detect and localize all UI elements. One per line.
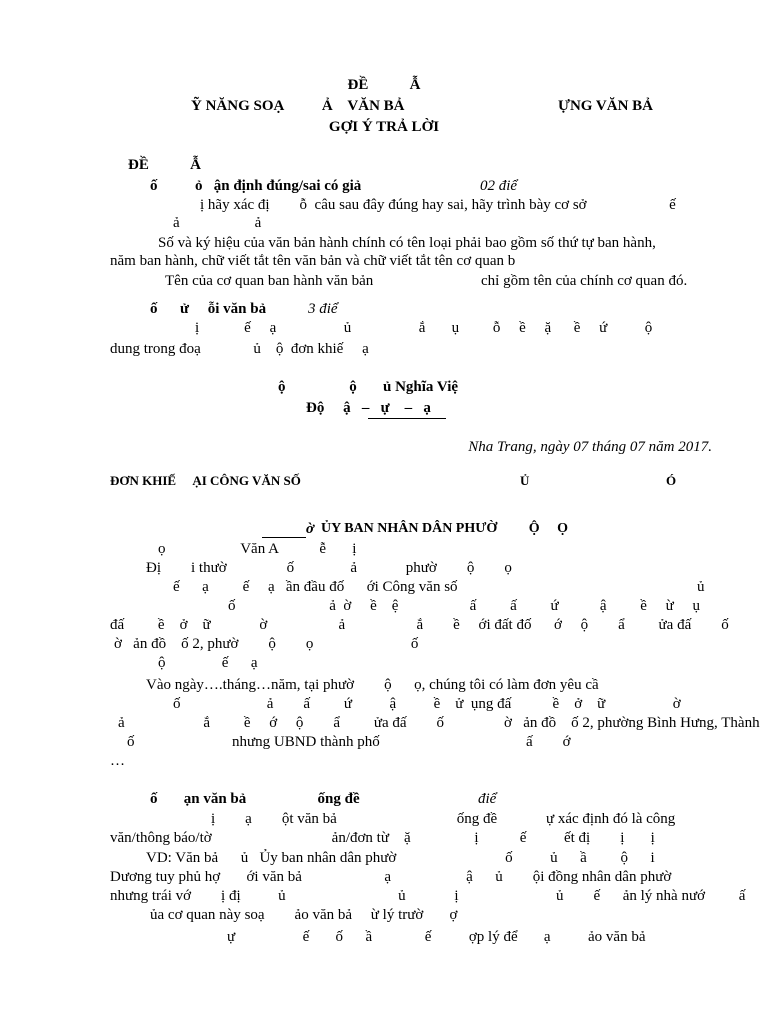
body-line: ế ạ ế ạ ần đầu đố ới Công văn số [173,579,458,595]
body-line: ờ ản đồ ố 2, phườ ộ ọ ố [114,636,419,652]
body-line: Vào ngày….tháng…năm, tại phườ ộ ọ, chúng tôi có làm đơn yêu cầ [146,677,599,693]
q3-points: điể [478,791,497,807]
body-line: ọ Văn A ễ ị [158,541,357,557]
nation-line-1: ộ ộ ủ Nghĩa Việ [278,379,459,395]
q3-heading: ố ạn văn bả ống đề [150,791,360,807]
recipient-underline [262,537,306,538]
q1-item-2-right: chỉ gồm tên của chính cơ quan đó. [481,273,688,289]
q1-instruction-2: ả ả [173,215,262,231]
nation-underline [368,418,446,419]
body-line: ố ả ờ ề ệ ấ ấ ứ ậ ề ừ ụ [228,598,701,614]
q3-line: nhưng trái vớ ị đị ủ ủ ị ủ ế ản lý nhà nướ ấ [110,888,746,904]
q2-points: 3 điể [308,301,338,317]
q1-item-1b: năm ban hành, chữ viết tắt tên văn bản và chữ viết tắt tên cơ quan b [110,253,516,269]
body-line: ố nhưng UBND thành phố ấ ớ [127,734,571,750]
q1-item-1a: Số và ký hiệu của văn bản hành chính có tên loại phải bao gồm số thứ tự ban hành, [158,235,656,251]
body-line: ố ả ấ ứ ậ ề ử ụng đấ ề ở ữ ờ [173,696,681,712]
q2-heading: ố ử ỗi văn bả [150,301,267,317]
q2-instruction-1: ị ế ạ ủ ắ ụ ỗ ề ặ ề ứ ộ [195,320,653,336]
body-line: ộ ế ạ [158,655,258,671]
title-line-3: GỢI Ý TRẢ LỜI [328,119,440,135]
q1-instruction-1: ị hãy xác đị ỗ câu sau đây đúng hay sai, hãy trình bày cơ sở ế [200,197,676,213]
title-line-2-left: Ỹ NĂNG SOẠ Ả VĂN BẢ [191,98,405,114]
title-line-2-right: ỰNG VĂN BẢ [558,98,654,114]
letter-subject-right: Ó [666,473,677,488]
q3-line: ủa cơ quan này soạ ảo văn bả ừ lý trườ ợ [150,907,458,923]
body-line: ả ắ ề ớ ộ ẩ ửa đấ ố ờ ản đồ ố 2, phường Bình Hưng, Thành [118,715,760,731]
q3-line: ị ạ ột văn bả ống đề ự xác định đó là công [211,811,676,827]
q1-item-2-left: Tên của cơ quan ban hành văn bản [165,273,374,289]
nation-line-2: Độ ậ – ự – ạ [306,400,431,416]
body-line: … [110,753,125,769]
de-label: ĐỀ Ẫ [128,157,201,173]
body-line-extra: ủ [697,579,705,595]
q3-line: văn/thông báo/tờ ản/đơn từ ặ ị ế ết đị ị ị [110,830,655,846]
body-line: Đị i thườ ố ả phườ ộ ọ [146,560,512,576]
title-line-1: ĐỀ Ẫ [347,77,421,93]
q3-line: Dương tuy phủ hợ ới văn bả ạ ậ ủ ội đồng nhân dân phườ [110,869,672,885]
letter-date: Nha Trang, ngày 07 tháng 07 năm 2017. [468,439,712,455]
q3-line: ự ế ố ầ ế ợp lý để ạ ảo văn bả [227,929,646,945]
recipient: ỦY BAN NHÂN DÂN PHƯỜ Ộ Ọ [321,521,569,536]
letter-subject-left: ĐƠN KHIẾ ẠI CÔNG VĂN SỐ [110,473,301,488]
letter-subject-mid: Ủ [520,473,530,488]
recipient-prefix: ờ [306,521,315,537]
q3-line: VD: Văn bả ủ Ủy ban nhân dân phườ ố ủ ầ ộ i [146,850,655,866]
q1-points: 02 điể [480,178,518,194]
q1-heading: ố ỏ ận định đúng/sai có giả [150,178,362,194]
body-line: đấ ề ở ữ ờ ả ắ ề ới đất đố ớ ộ ẩ ửa đấ ố [110,617,729,633]
q2-instruction-2: dung trong đoạ ủ ộ đơn khiế ạ [110,341,369,357]
